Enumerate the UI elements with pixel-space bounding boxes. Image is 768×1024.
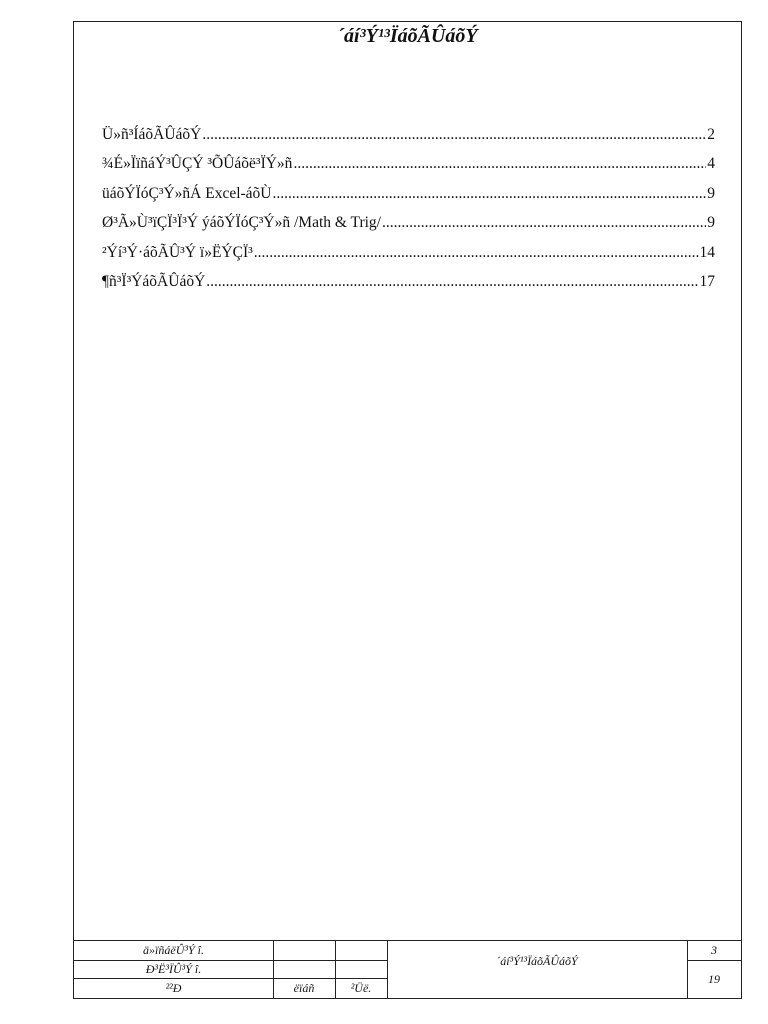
toc-entry-page: 9 — [707, 184, 715, 202]
toc-entry[interactable] — [102, 273, 715, 302]
toc-leader-dots — [206, 273, 698, 291]
toc-entry-text: ¾É»ÏïñáÝ³ÛÇÝ ³ÕÛáõë³ÏÝ»ñ — [102, 155, 293, 173]
stamp-row3-col1: ²²Ð — [165, 980, 182, 995]
toc-entry[interactable] — [102, 244, 715, 273]
total-sheets: 19 — [708, 971, 720, 986]
toc-entry-text: üáõÝÏóÇ³Ý»ñÁ Excel-áõÙ — [102, 184, 272, 202]
toc-entry[interactable] — [102, 126, 715, 155]
stamp-row3-col3: ²Üë. — [350, 980, 372, 995]
sheet-number: 3 — [711, 943, 717, 957]
toc-leader-dots — [273, 185, 707, 203]
toc-entry[interactable] — [102, 185, 715, 214]
title-block-stamp — [74, 940, 741, 998]
toc-entry-text: ²Ýí³Ý·áõÃÛ³Ý ï»ËÝÇÏ³ — [102, 243, 253, 261]
document-title: ´áí³Ý¹³ÏáõÃÛáõÝ — [337, 25, 478, 47]
page-frame — [73, 21, 742, 999]
stamp-row1-label: ä»ïñáëÛ³Ý î. — [143, 943, 204, 957]
toc-entry-page: 4 — [707, 155, 715, 173]
stamp-center-title: ´áí³Ý¹³ÏáõÃÛáõÝ — [496, 953, 578, 968]
toc-entry-text: ¶ñ³Ï³ÝáõÃÛáõÝ — [102, 272, 206, 290]
toc-entry-text: Ü»ñ³ÍáõÃÛáõÝ — [102, 126, 202, 143]
toc-leader-dots — [382, 214, 706, 232]
stamp-row2-label: Ð³Ë³ÏÛ³Ý î. — [145, 961, 202, 976]
toc-leader-dots — [202, 126, 706, 144]
toc-entry-text: Ø³Ã»Ù³ïÇÏ³Ï³Ý ýáõÝÏóÇ³Ý»ñ /Math & Trig/ — [102, 214, 381, 232]
toc-entry-page: 9 — [707, 214, 715, 232]
toc-entry-page: 2 — [707, 126, 715, 143]
toc-entry-page: 17 — [699, 272, 715, 290]
toc-leader-dots — [293, 155, 706, 173]
toc-entry[interactable] — [102, 155, 715, 184]
toc-entry[interactable] — [102, 214, 715, 243]
toc-leader-dots — [254, 244, 699, 262]
toc-entry-page: 14 — [699, 243, 715, 261]
stamp-row3-col2: ëïáñ — [293, 980, 315, 995]
table-of-contents — [102, 126, 715, 302]
